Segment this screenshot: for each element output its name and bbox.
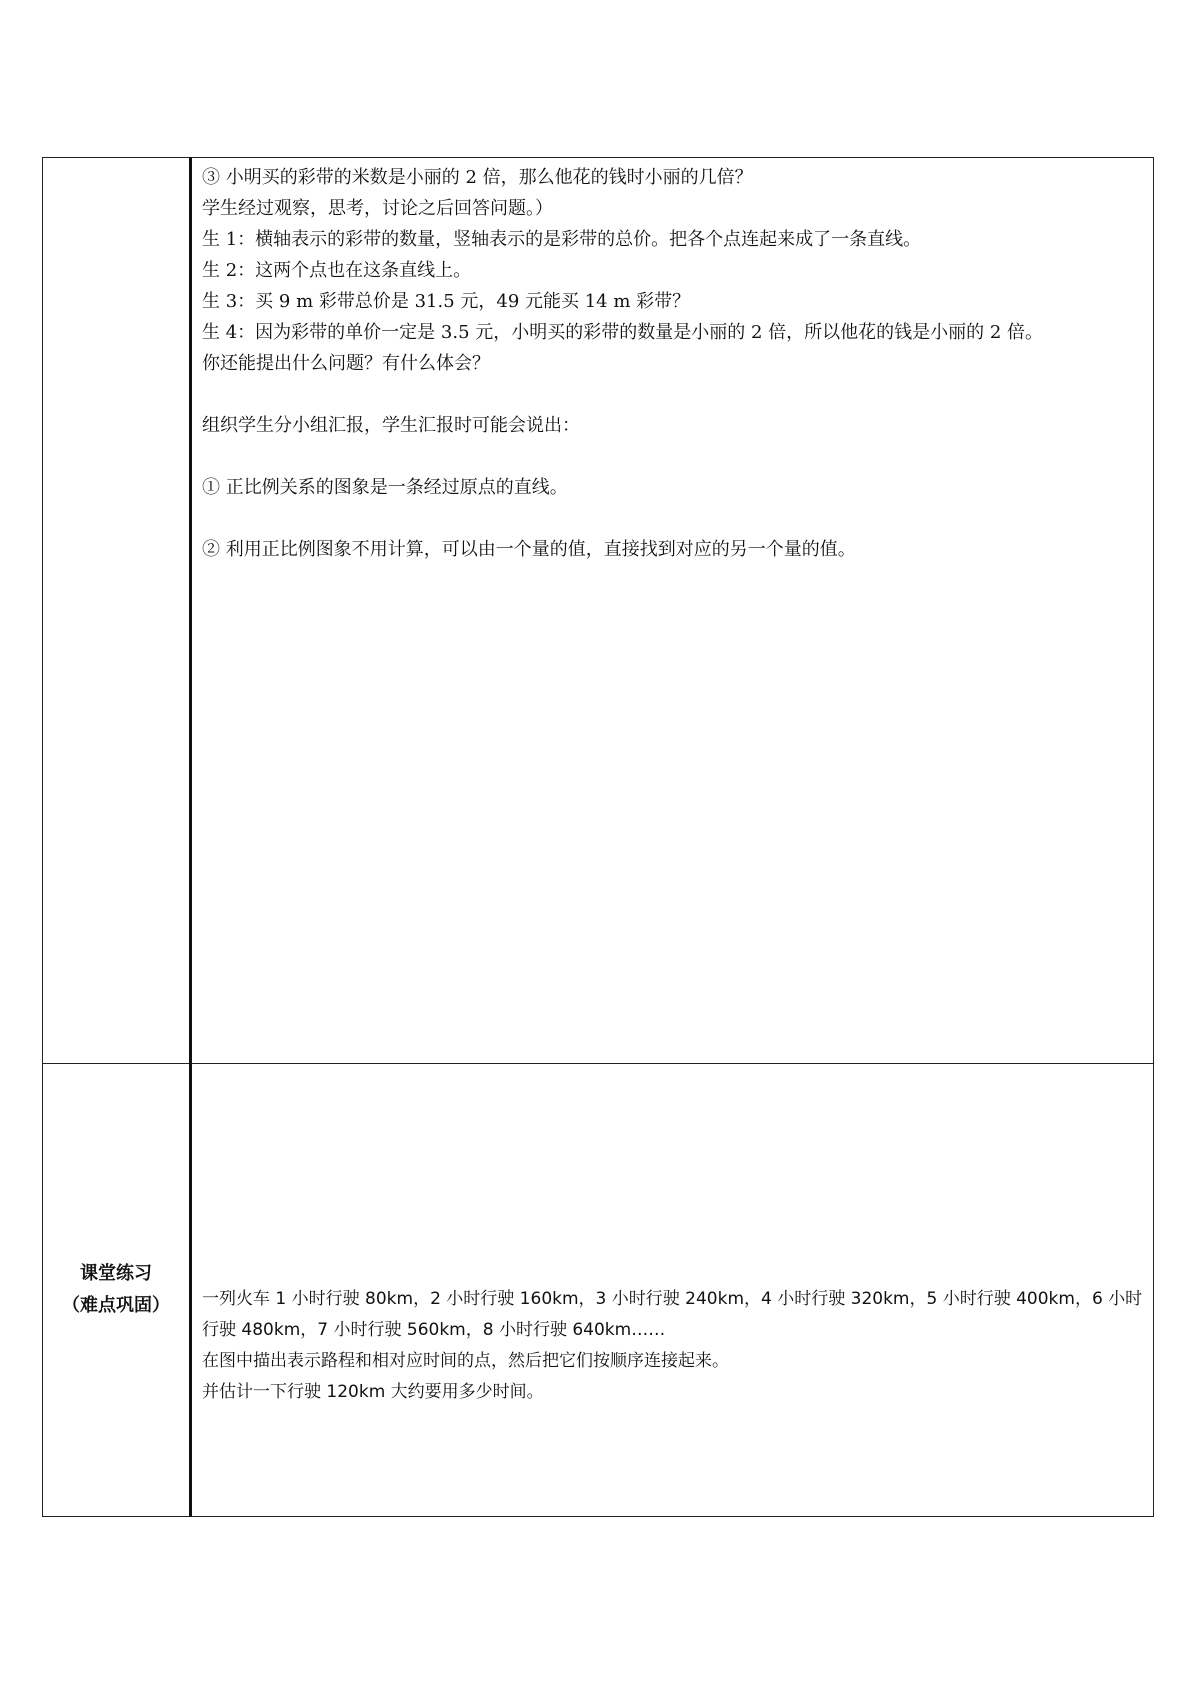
followup-question: 你还能提出什么问题？有什么体会？ [202, 353, 490, 374]
conclusion-point-2: ② 利用正比例图象不用计算，可以由一个量的值，直接找到对应的另一个量的值。 [202, 539, 856, 560]
practice-instruction: 并估计一下行驶 120km 大约要用多少时间。 [202, 1382, 544, 1402]
section-label-cell [43, 1064, 191, 1517]
conclusion-point-1: ① 正比例关系的图象是一条经过原点的直线。 [202, 477, 568, 498]
section-label-subtitle: （难点巩固） [62, 1295, 170, 1316]
discussion-content [192, 158, 1153, 565]
table-row [43, 158, 1154, 1064]
observation-line: 学生经过观察，思考，讨论之后回答问题。） [202, 198, 553, 219]
lesson-table [42, 157, 1154, 1517]
content-cell [191, 158, 1154, 1064]
section-label-title: 课堂练习 [80, 1263, 152, 1284]
practice-cell [191, 1064, 1154, 1517]
practice-instruction: 在图中描出表示路程和相对应时间的点，然后把它们按顺序连接起来。 [202, 1351, 729, 1371]
student-answer: 生 4：因为彩带的单价一定是 3.5 元，小明买的彩带的数量是小丽的 2 倍，所以他花的钱是小丽的 2 倍。 [202, 322, 1044, 343]
table-row [43, 1064, 1154, 1517]
report-intro: 组织学生分小组汇报，学生汇报时可能会说出： [202, 415, 580, 436]
practice-problem: 一列火车 1 小时行驶 80km，2 小时行驶 160km，3 小时行驶 240km，4 小时行驶 320km，5 小时行驶 400km，6 小时行驶 480km，7 小时行驶 560km，8 小时行驶 640km…… [202, 1289, 1143, 1340]
empty-label-cell [43, 158, 191, 1064]
student-answer: 生 3：买 9 m 彩带总价是 31.5 元，49 元能买 14 m 彩带？ [202, 291, 691, 312]
practice-content [192, 1064, 1153, 1408]
student-answer: 生 1：横轴表示的彩带的数量，竖轴表示的是彩带的总价。把各个点连起来成了一条直线。 [202, 229, 922, 250]
student-answer: 生 2：这两个点也在这条直线上。 [202, 260, 472, 281]
question-line: ③ 小明买的彩带的米数是小丽的 2 倍，那么他花的钱时小丽的几倍？ [202, 167, 753, 188]
section-label [43, 1258, 189, 1322]
